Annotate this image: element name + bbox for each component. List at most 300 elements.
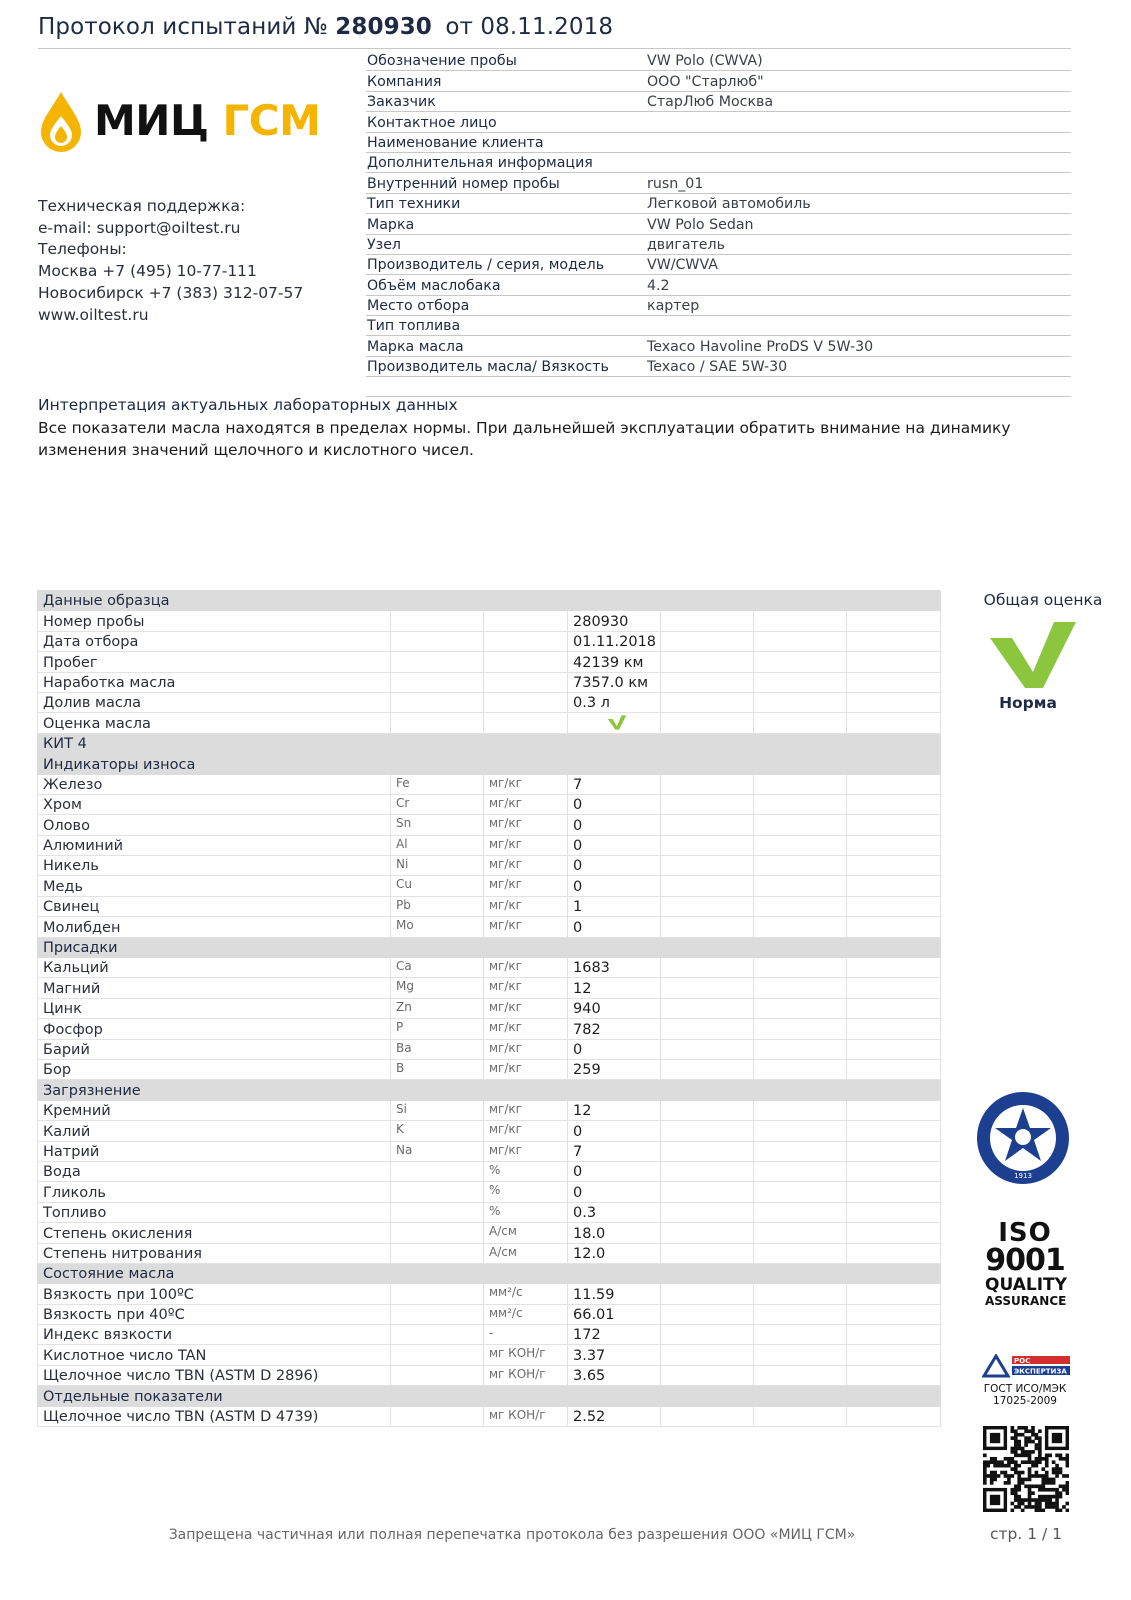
empty-cell xyxy=(847,652,941,672)
element-symbol xyxy=(391,1284,484,1304)
info-value: Texaco / SAE 5W-30 xyxy=(646,356,1071,376)
empty-cell xyxy=(661,672,754,692)
empty-cell xyxy=(661,815,754,835)
empty-cell xyxy=(661,1141,754,1161)
parameter-name: Медь xyxy=(38,876,391,896)
unit-cell xyxy=(484,713,568,733)
empty-cell xyxy=(484,937,568,957)
parameter-name: Кальций xyxy=(38,958,391,978)
empty-cell xyxy=(847,815,941,835)
info-row xyxy=(366,91,1071,111)
table-row xyxy=(38,1121,941,1141)
element-symbol: Cu xyxy=(391,876,484,896)
value-cell: 0 xyxy=(568,876,661,896)
element-symbol xyxy=(391,1223,484,1243)
empty-cell xyxy=(391,1263,484,1283)
section-title: Данные образца xyxy=(38,591,391,611)
empty-cell xyxy=(568,1263,661,1283)
empty-cell xyxy=(754,1304,847,1324)
info-key: Марка масла xyxy=(366,336,646,356)
parameter-name: Никель xyxy=(38,856,391,876)
table-row xyxy=(38,692,941,712)
element-symbol: Mo xyxy=(391,917,484,937)
element-symbol xyxy=(391,631,484,651)
empty-cell xyxy=(754,1365,847,1385)
empty-cell xyxy=(484,1263,568,1283)
element-symbol: Cr xyxy=(391,794,484,814)
value-cell: 01.11.2018 xyxy=(568,631,661,651)
parameter-name: Степень нитрования xyxy=(38,1243,391,1263)
info-value: rusn_01 xyxy=(646,173,1071,193)
info-value: Легковой автомобиль xyxy=(646,193,1071,213)
empty-cell xyxy=(847,917,941,937)
empty-cell xyxy=(391,937,484,957)
value-cell: 0 xyxy=(568,1161,661,1181)
unit-cell: мг/кг xyxy=(484,917,568,937)
empty-cell xyxy=(847,1406,941,1426)
empty-cell xyxy=(661,876,754,896)
table-row xyxy=(38,1161,941,1181)
value-cell: 11.59 xyxy=(568,1284,661,1304)
empty-cell xyxy=(754,1284,847,1304)
unit-cell: мг/кг xyxy=(484,998,568,1018)
info-row xyxy=(366,152,1071,172)
empty-cell xyxy=(661,937,754,957)
empty-cell xyxy=(661,1304,754,1324)
info-key: Узел xyxy=(366,234,646,254)
empty-cell xyxy=(847,794,941,814)
info-row xyxy=(366,132,1071,152)
empty-cell xyxy=(754,1223,847,1243)
empty-cell xyxy=(754,1386,847,1406)
empty-cell xyxy=(754,958,847,978)
info-key: Наименование клиента xyxy=(366,132,646,152)
empty-cell xyxy=(847,672,941,692)
empty-cell xyxy=(754,774,847,794)
element-symbol xyxy=(391,1161,484,1181)
info-value xyxy=(646,152,1071,172)
empty-cell xyxy=(847,1161,941,1181)
unit-cell: мг КОН/г xyxy=(484,1365,568,1385)
info-row xyxy=(366,295,1071,315)
empty-cell xyxy=(847,1202,941,1222)
unit-cell: мг КОН/г xyxy=(484,1345,568,1365)
value-cell: 1 xyxy=(568,896,661,916)
empty-cell xyxy=(754,713,847,733)
empty-cell xyxy=(661,692,754,712)
empty-cell xyxy=(754,692,847,712)
logo-text-accent: ГСМ xyxy=(222,96,321,145)
table-row xyxy=(38,1100,941,1120)
element-symbol: Al xyxy=(391,835,484,855)
ros-badge-bottom: ЭКСПЕРТИЗА xyxy=(1014,1367,1067,1376)
unit-cell: мг/кг xyxy=(484,815,568,835)
unit-cell: мг/кг xyxy=(484,978,568,998)
ros-badge-top: РОС xyxy=(1014,1357,1031,1365)
value-cell: 3.65 xyxy=(568,1365,661,1385)
value-cell: 66.01 xyxy=(568,1304,661,1324)
empty-cell xyxy=(754,1039,847,1059)
empty-cell xyxy=(661,958,754,978)
info-row xyxy=(366,51,1071,71)
element-symbol xyxy=(391,1182,484,1202)
empty-cell xyxy=(661,1243,754,1263)
empty-cell xyxy=(847,876,941,896)
parameter-name: Пробег xyxy=(38,652,391,672)
parameter-name: Кремний xyxy=(38,1100,391,1120)
empty-cell xyxy=(847,1345,941,1365)
empty-cell xyxy=(568,937,661,957)
empty-cell xyxy=(847,1019,941,1039)
empty-cell xyxy=(661,896,754,916)
empty-cell xyxy=(568,1386,661,1406)
section-title: Присадки xyxy=(38,937,391,957)
table-row xyxy=(38,917,941,937)
unit-cell: % xyxy=(484,1161,568,1181)
table-row xyxy=(38,856,941,876)
table-row xyxy=(38,1019,941,1039)
empty-cell xyxy=(847,896,941,916)
empty-cell xyxy=(661,754,754,774)
empty-cell xyxy=(661,1100,754,1120)
empty-cell xyxy=(847,1263,941,1283)
value-cell: 259 xyxy=(568,1059,661,1079)
table-row xyxy=(38,774,941,794)
info-divider xyxy=(366,396,1071,397)
empty-cell xyxy=(661,1223,754,1243)
info-row xyxy=(366,173,1071,193)
section-header-row xyxy=(38,1263,941,1283)
unit-cell: мг/кг xyxy=(484,1121,568,1141)
unit-cell: мг/кг xyxy=(484,1100,568,1120)
unit-cell: A/см xyxy=(484,1243,568,1263)
empty-cell xyxy=(754,1161,847,1181)
table-row xyxy=(38,815,941,835)
info-row xyxy=(366,71,1071,91)
empty-cell xyxy=(847,1304,941,1324)
value-cell: 940 xyxy=(568,998,661,1018)
element-symbol xyxy=(391,611,484,631)
empty-cell xyxy=(847,1080,941,1100)
section-header-row xyxy=(38,1080,941,1100)
parameter-name: Долив масла xyxy=(38,692,391,712)
info-value xyxy=(646,112,1071,132)
value-cell: 0 xyxy=(568,1182,661,1202)
company-logo xyxy=(38,88,338,158)
info-row xyxy=(366,254,1071,274)
empty-cell xyxy=(754,876,847,896)
empty-cell xyxy=(754,1059,847,1079)
empty-cell xyxy=(754,1121,847,1141)
empty-cell xyxy=(754,1182,847,1202)
empty-cell xyxy=(754,1406,847,1426)
element-symbol xyxy=(391,1406,484,1426)
empty-cell xyxy=(847,1141,941,1161)
value-cell: 0 xyxy=(568,917,661,937)
empty-cell xyxy=(661,733,754,753)
parameter-name: Калий xyxy=(38,1121,391,1141)
empty-cell xyxy=(754,896,847,916)
empty-cell xyxy=(847,1365,941,1385)
table-row xyxy=(38,611,941,631)
check-icon xyxy=(988,620,1078,690)
check-icon xyxy=(607,715,627,730)
empty-cell xyxy=(754,733,847,753)
empty-cell xyxy=(661,611,754,631)
table-row xyxy=(38,896,941,916)
empty-cell xyxy=(847,591,941,611)
page-title xyxy=(38,14,613,40)
empty-cell xyxy=(754,652,847,672)
value-cell: 3.37 xyxy=(568,1345,661,1365)
empty-cell xyxy=(754,1100,847,1120)
value-cell: 12 xyxy=(568,1100,661,1120)
empty-cell xyxy=(847,692,941,712)
parameter-name: Свинец xyxy=(38,896,391,916)
info-key: Внутренний номер пробы xyxy=(366,173,646,193)
info-value: 4.2 xyxy=(646,275,1071,295)
parameter-name: Оценка масла xyxy=(38,713,391,733)
parameter-name: Индекс вязкости xyxy=(38,1325,391,1345)
info-row xyxy=(366,234,1071,254)
value-cell: 0.3 xyxy=(568,1202,661,1222)
empty-cell xyxy=(754,754,847,774)
empty-cell xyxy=(661,1121,754,1141)
support-email[interactable]: e-mail: support@oiltest.ru xyxy=(38,218,241,237)
info-value: СтарЛюб Москва xyxy=(646,91,1071,111)
table-row xyxy=(38,978,941,998)
rmrs-seal-icon xyxy=(975,1090,1071,1186)
empty-cell xyxy=(847,1121,941,1141)
empty-cell xyxy=(661,1263,754,1283)
empty-cell xyxy=(754,672,847,692)
value-cell: 0 xyxy=(568,815,661,835)
table-row xyxy=(38,1365,941,1385)
overall-rating-status: Норма xyxy=(999,694,1057,712)
value-cell: 172 xyxy=(568,1325,661,1345)
element-symbol: Mg xyxy=(391,978,484,998)
table-row xyxy=(38,1304,941,1324)
info-value: VW/CWVA xyxy=(646,254,1071,274)
unit-cell: % xyxy=(484,1202,568,1222)
info-row xyxy=(366,356,1071,376)
empty-cell xyxy=(661,652,754,672)
element-symbol xyxy=(391,1202,484,1222)
empty-cell xyxy=(568,733,661,753)
empty-cell xyxy=(847,774,941,794)
element-symbol xyxy=(391,672,484,692)
info-key: Тип техники xyxy=(366,193,646,213)
unit-cell: мг/кг xyxy=(484,794,568,814)
info-value: картер xyxy=(646,295,1071,315)
empty-cell xyxy=(847,937,941,957)
empty-cell xyxy=(754,1345,847,1365)
element-symbol: Sn xyxy=(391,815,484,835)
value-cell: 0 xyxy=(568,794,661,814)
info-value: VW Polo Sedan xyxy=(646,214,1071,234)
page-number: стр. 1 / 1 xyxy=(990,1525,1063,1543)
parameter-name: Цинк xyxy=(38,998,391,1018)
empty-cell xyxy=(847,611,941,631)
info-value: ООО "Старлюб" xyxy=(646,71,1071,91)
empty-cell xyxy=(661,1284,754,1304)
unit-cell: мг/кг xyxy=(484,1059,568,1079)
empty-cell xyxy=(391,591,484,611)
unit-cell: мм²/с xyxy=(484,1304,568,1324)
parameter-name: Дата отбора xyxy=(38,631,391,651)
empty-cell xyxy=(754,1019,847,1039)
empty-cell xyxy=(847,1386,941,1406)
empty-cell xyxy=(661,1019,754,1039)
unit-cell: A/см xyxy=(484,1223,568,1243)
empty-cell xyxy=(661,794,754,814)
parameter-name: Гликоль xyxy=(38,1182,391,1202)
unit-cell: мг/кг xyxy=(484,1039,568,1059)
empty-cell xyxy=(661,631,754,651)
empty-cell xyxy=(661,1345,754,1365)
empty-cell xyxy=(661,998,754,1018)
value-cell: 280930 xyxy=(568,611,661,631)
empty-cell xyxy=(754,917,847,937)
empty-cell xyxy=(754,937,847,957)
value-cell: 782 xyxy=(568,1019,661,1039)
empty-cell xyxy=(661,774,754,794)
value-cell: 12 xyxy=(568,978,661,998)
info-key: Обозначение пробы xyxy=(366,51,646,71)
parameter-name: Алюминий xyxy=(38,835,391,855)
unit-cell: - xyxy=(484,1325,568,1345)
parameter-name: Вязкость при 100ºC xyxy=(38,1284,391,1304)
section-title: Отдельные показатели xyxy=(38,1386,391,1406)
empty-cell xyxy=(847,1100,941,1120)
iso-line4: ASSURANCE xyxy=(985,1294,1067,1308)
unit-cell: мг КОН/г xyxy=(484,1406,568,1426)
qr-code-icon xyxy=(983,1426,1069,1512)
section-header-row xyxy=(38,754,941,774)
title-divider xyxy=(38,48,1071,49)
element-symbol: Ni xyxy=(391,856,484,876)
element-symbol: Fe xyxy=(391,774,484,794)
value-cell xyxy=(568,713,661,733)
website-link[interactable]: www.oiltest.ru xyxy=(38,305,149,324)
parameter-name: Барий xyxy=(38,1039,391,1059)
element-symbol xyxy=(391,692,484,712)
table-row xyxy=(38,1243,941,1263)
table-row xyxy=(38,794,941,814)
empty-cell xyxy=(847,998,941,1018)
unit-cell: мг/кг xyxy=(484,856,568,876)
empty-cell xyxy=(754,1263,847,1283)
empty-cell xyxy=(391,1080,484,1100)
unit-cell xyxy=(484,631,568,651)
unit-cell xyxy=(484,692,568,712)
table-row xyxy=(38,1182,941,1202)
unit-cell: % xyxy=(484,1182,568,1202)
ros-caption-line1: ГОСТ ИСО/МЭК xyxy=(983,1383,1067,1395)
element-symbol: Pb xyxy=(391,896,484,916)
logo-text-dark: МИЦ xyxy=(94,96,209,145)
parameter-name: Вязкость при 40ºC xyxy=(38,1304,391,1324)
info-value: двигатель xyxy=(646,234,1071,254)
parameter-name: Топливо xyxy=(38,1202,391,1222)
protocol-number: 280930 xyxy=(335,14,432,40)
empty-cell xyxy=(661,713,754,733)
info-key: Марка xyxy=(366,214,646,234)
empty-cell xyxy=(847,1243,941,1263)
value-cell: 7 xyxy=(568,774,661,794)
empty-cell xyxy=(847,978,941,998)
unit-cell: мг/кг xyxy=(484,958,568,978)
parameter-name: Железо xyxy=(38,774,391,794)
empty-cell xyxy=(661,1325,754,1345)
empty-cell xyxy=(847,713,941,733)
value-cell: 0 xyxy=(568,856,661,876)
empty-cell xyxy=(754,1325,847,1345)
empty-cell xyxy=(661,835,754,855)
empty-cell xyxy=(847,1223,941,1243)
element-symbol xyxy=(391,1365,484,1385)
parameter-name: Бор xyxy=(38,1059,391,1079)
info-row xyxy=(366,316,1071,336)
parameter-name: Щелочное число TBN (ASTM D 2896) xyxy=(38,1365,391,1385)
parameter-name: Молибден xyxy=(38,917,391,937)
parameter-name: Хром xyxy=(38,794,391,814)
empty-cell xyxy=(391,1386,484,1406)
element-symbol: Ba xyxy=(391,1039,484,1059)
section-header-row xyxy=(38,937,941,957)
empty-cell xyxy=(847,856,941,876)
parameter-name: Наработка масла xyxy=(38,672,391,692)
value-cell: 0 xyxy=(568,835,661,855)
empty-cell xyxy=(661,917,754,937)
info-value xyxy=(646,316,1071,336)
table-row xyxy=(38,1406,941,1426)
empty-cell xyxy=(847,958,941,978)
section-title: Состояние масла xyxy=(38,1263,391,1283)
interpretation-title: Интерпретация актуальных лабораторных данных xyxy=(38,396,458,414)
parameter-name: Номер пробы xyxy=(38,611,391,631)
empty-cell xyxy=(847,754,941,774)
empty-cell xyxy=(847,1325,941,1345)
element-symbol xyxy=(391,1243,484,1263)
section-header-row xyxy=(38,1386,941,1406)
empty-cell xyxy=(661,1182,754,1202)
element-symbol: P xyxy=(391,1019,484,1039)
value-cell: 0 xyxy=(568,1121,661,1141)
empty-cell xyxy=(661,1080,754,1100)
section-title: КИТ 4 xyxy=(38,733,391,753)
empty-cell xyxy=(661,1202,754,1222)
oil-drop-icon xyxy=(38,90,84,154)
table-row xyxy=(38,1325,941,1345)
info-key: Место отбора xyxy=(366,295,646,315)
value-cell: 42139 км xyxy=(568,652,661,672)
section-header-row xyxy=(38,591,941,611)
value-cell: 7357.0 км xyxy=(568,672,661,692)
empty-cell xyxy=(661,1039,754,1059)
empty-cell xyxy=(568,1080,661,1100)
parameter-name: Кислотное число TAN xyxy=(38,1345,391,1365)
info-value: Texaco Havoline ProDS V 5W-30 xyxy=(646,336,1071,356)
empty-cell xyxy=(661,1386,754,1406)
value-cell: 7 xyxy=(568,1141,661,1161)
section-header-row xyxy=(38,733,941,753)
empty-cell xyxy=(661,978,754,998)
value-cell: 1683 xyxy=(568,958,661,978)
empty-cell xyxy=(754,835,847,855)
table-row xyxy=(38,1202,941,1222)
table-row xyxy=(38,672,941,692)
